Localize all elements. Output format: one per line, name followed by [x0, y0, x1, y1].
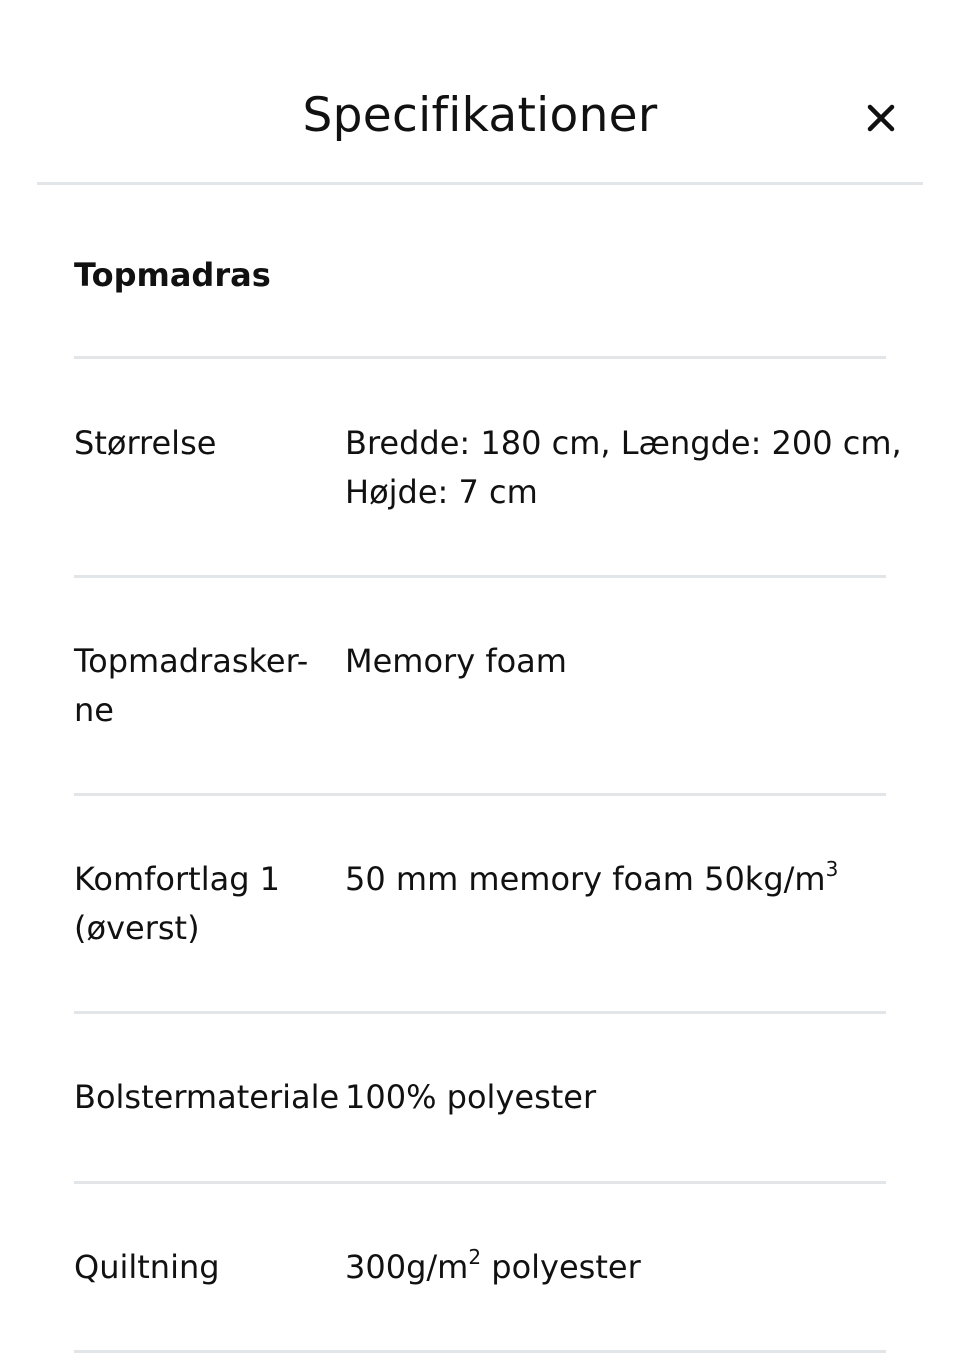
row-divider [74, 793, 886, 796]
spec-label-size: Størrelse [74, 424, 217, 462]
page-title: Specifikationer [302, 88, 658, 143]
spec-label-quilting: Quiltning [74, 1248, 220, 1286]
spec-label-core: Topmadrasker- ne [74, 642, 309, 729]
spec-value-core: Memory foam [345, 642, 567, 680]
spec-value-comfort-layer [345, 855, 905, 904]
section-divider [74, 356, 886, 359]
row-divider [74, 1011, 886, 1014]
spec-label-padding: Bolstermateriale [74, 1078, 340, 1116]
spec-value-quilting-tail: polyester [481, 1248, 641, 1286]
header-divider [37, 182, 923, 185]
row-divider [74, 575, 886, 578]
spec-value-comfort-layer-text: 50 mm memory foam 50kg/m [345, 860, 826, 898]
spec-value-padding: 100% polyester [345, 1078, 597, 1116]
spec-value-quilting-text: 300g/m [345, 1248, 469, 1286]
modal-header [0, 0, 960, 184]
close-button[interactable] [856, 94, 906, 144]
section-title: Topmadras [74, 256, 271, 294]
spec-value-quilting [345, 1243, 905, 1292]
spec-value-quilting-superscript: 2 [468, 1245, 482, 1270]
spec-value-comfort-layer-superscript: 3 [825, 857, 839, 882]
row-divider [74, 1181, 886, 1184]
spec-label-comfort-layer: Komfortlag 1 (øverst) [74, 860, 281, 947]
row-divider [74, 1350, 886, 1353]
spec-value-size: Bredde: 180 cm, Længde: 200 cm, Højde: 7 cm [345, 424, 902, 511]
close-icon [856, 94, 906, 144]
